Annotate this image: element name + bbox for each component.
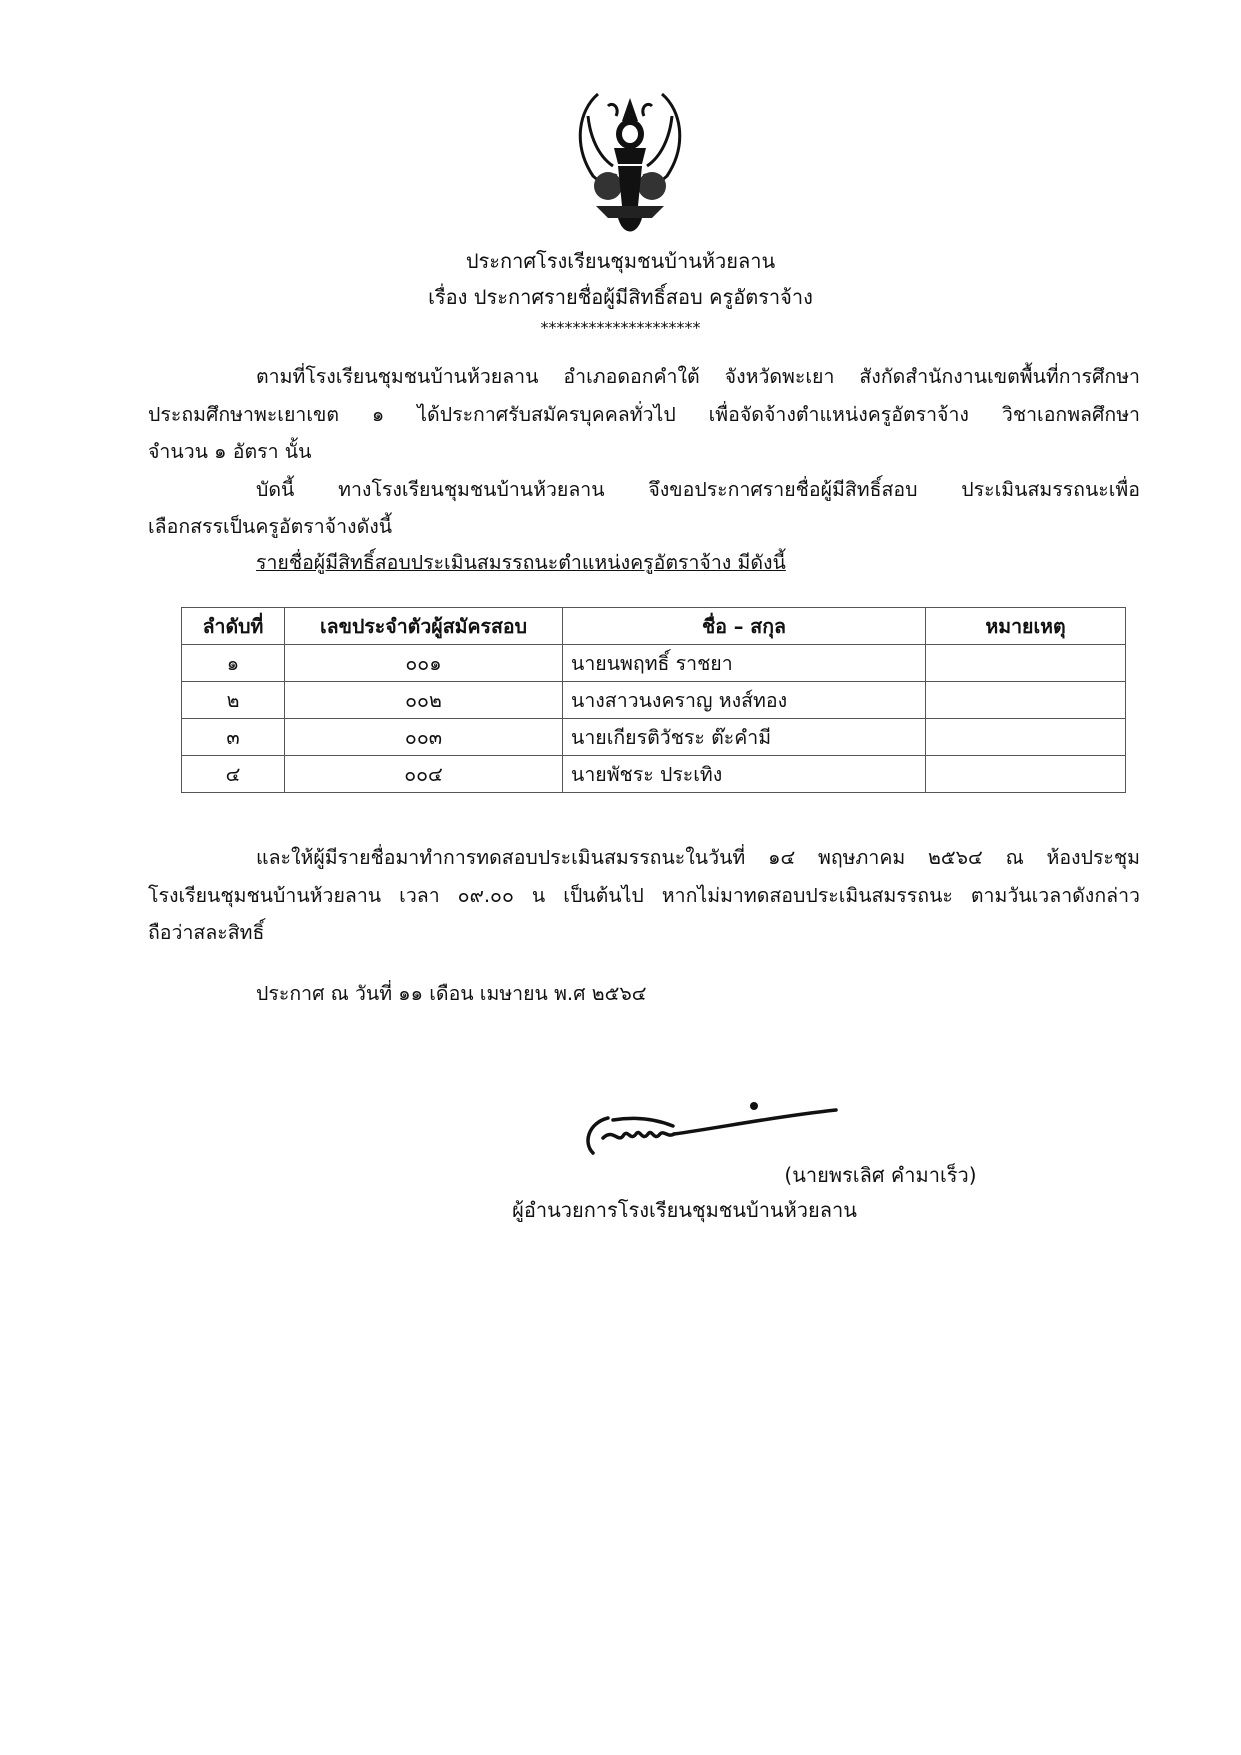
table-header-row bbox=[182, 608, 1126, 645]
paragraph-3-line-3: ถือว่าสละสิทธิ์ bbox=[148, 921, 265, 944]
document-title: ประกาศโรงเรียนชุมชนบ้านห้วยลาน bbox=[465, 249, 776, 273]
header-remarks: หมายเหตุ bbox=[926, 608, 1126, 645]
table-row bbox=[182, 682, 1126, 719]
cell-full-name: นางสาวนงคราญ หงส์ทอง bbox=[563, 682, 926, 719]
garuda-emblem-icon bbox=[568, 86, 692, 236]
candidate-table bbox=[181, 607, 1126, 793]
signatory-position: ผู้อำนวยการโรงเรียนชุมชนบ้านห้วยลาน bbox=[512, 1198, 857, 1222]
signature-icon bbox=[578, 1098, 840, 1158]
cell-order: ๒ bbox=[182, 682, 285, 719]
paragraph-3-line-1: และให้ผู้มีรายชื่อมาทำการทดสอบประเมินสมรรถนะในวันที่ ๑๔ พฤษภาคม ๒๕๖๔ ณ ห้องประชุม bbox=[256, 846, 1140, 869]
cell-full-name: นายเกียรติวัชระ ต๊ะคำมี bbox=[563, 719, 926, 756]
paragraph-3-line-2: โรงเรียนชุมชนบ้านห้วยลาน เวลา ๐๙.๐๐ น เป็นต้นไป หากไม่มาทดสอบประเมินสมรรถนะ ตามวันเวลาดังกล่าว bbox=[148, 884, 1140, 907]
paragraph-1-line-3: จำนวน ๑ อัตรา นั้น bbox=[148, 440, 312, 463]
paragraph-2-line-2: เลือกสรรเป็นครูอัตราจ้างดังนี้ bbox=[148, 515, 393, 538]
table-row bbox=[182, 719, 1126, 756]
cell-applicant-id: ๐๐๔ bbox=[285, 756, 563, 793]
cell-remarks bbox=[926, 645, 1126, 682]
header-full-name: ชื่อ – สกุล bbox=[563, 608, 926, 645]
separator: ******************** bbox=[540, 318, 701, 337]
header-applicant-id: เลขประจำตัวผู้สมัครสอบ bbox=[285, 608, 563, 645]
cell-remarks bbox=[926, 719, 1126, 756]
header-order: ลำดับที่ bbox=[182, 608, 285, 645]
table-row bbox=[182, 645, 1126, 682]
cell-full-name: นายพัชระ ประเทิง bbox=[563, 756, 926, 793]
cell-applicant-id: ๐๐๒ bbox=[285, 682, 563, 719]
list-heading: รายชื่อผู้มีสิทธิ์สอบประเมินสมรรถนะตำแหน่งครูอัตราจ้าง มีดังนี้ bbox=[256, 551, 786, 574]
cell-full-name: นายนพฤทธิ์ ราชยา bbox=[563, 645, 926, 682]
cell-applicant-id: ๐๐๑ bbox=[285, 645, 563, 682]
cell-remarks bbox=[926, 682, 1126, 719]
cell-order: ๔ bbox=[182, 756, 285, 793]
announcement-date: ประกาศ ณ วันที่ ๑๑ เดือน เมษายน พ.ศ ๒๕๖๔ bbox=[256, 982, 647, 1005]
cell-applicant-id: ๐๐๓ bbox=[285, 719, 563, 756]
document-subject: เรื่อง ประกาศรายชื่อผู้มีสิทธิ์สอบ ครูอัตราจ้าง bbox=[428, 285, 813, 309]
signatory-name: (นายพรเลิศ คำมาเร็ว) bbox=[784, 1163, 977, 1187]
cell-remarks bbox=[926, 756, 1126, 793]
table-row bbox=[182, 756, 1126, 793]
paragraph-1-line-2: ประถมศึกษาพะเยาเขต ๑ ได้ประกาศรับสมัครบุคคลทั่วไป เพื่อจัดจ้างตำแหน่งครูอัตราจ้าง วิชาเอกพลศึกษา bbox=[148, 403, 1140, 426]
cell-order: ๑ bbox=[182, 645, 285, 682]
paragraph-2-line-1: บัดนี้ ทางโรงเรียนชุมชนบ้านห้วยลาน จึงขอประกาศรายชื่อผู้มีสิทธิ์สอบ ประเมินสมรรถนะเพื่อ bbox=[256, 478, 1140, 501]
cell-order: ๓ bbox=[182, 719, 285, 756]
paragraph-1-line-1: ตามที่โรงเรียนชุมชนบ้านห้วยลาน อำเภอดอกคำใต้ จังหวัดพะเยา สังกัดสำนักงานเขตพื้นที่การศึกษา bbox=[256, 365, 1140, 388]
